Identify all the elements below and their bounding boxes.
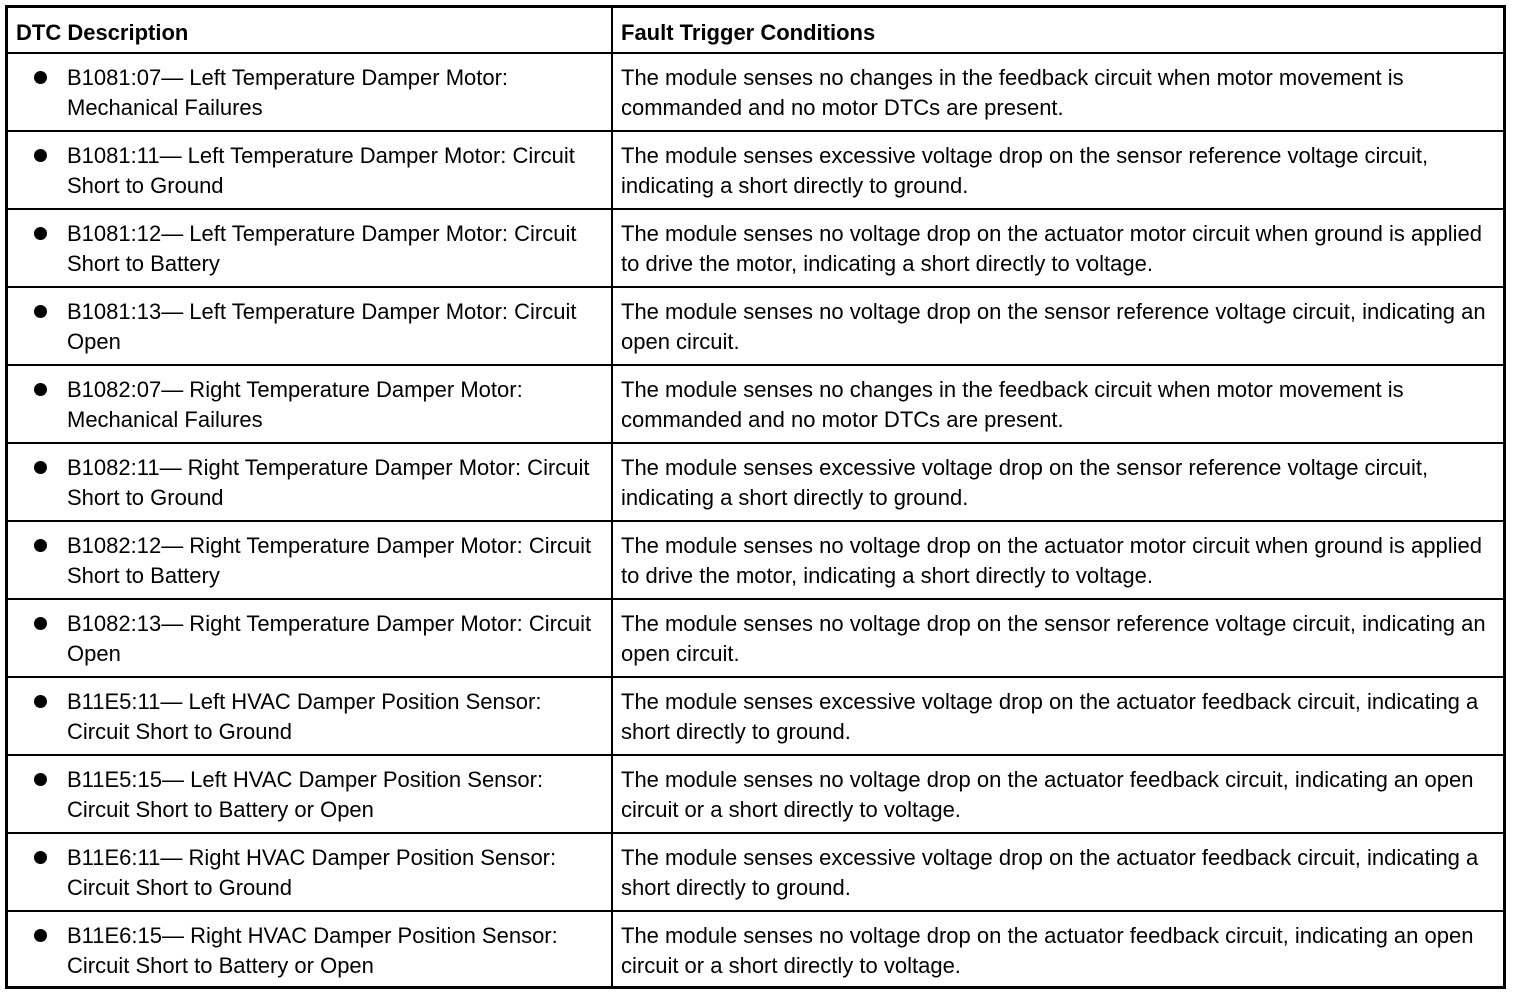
table-row [8, 365, 1503, 443]
fault-condition-cell: The module senses no voltage drop on the actuator feedback circuit, indicating an open circuit or a short directly to voltage. [612, 755, 1503, 833]
dtc-description-text: B11E5:11— Left HVAC Damper Position Sensor: Circuit Short to Ground [67, 689, 542, 744]
bullet-icon [34, 461, 47, 474]
column-header-fault-trigger-conditions: Fault Trigger Conditions [612, 8, 1503, 53]
dtc-description-text: B1082:12— Right Temperature Damper Motor: Circuit Short to Battery [67, 533, 592, 588]
dtc-description-cell [8, 287, 612, 365]
fault-condition-cell: The module senses excessive voltage drop on the actuator feedback circuit, indicating a short directly to ground. [612, 833, 1503, 911]
dtc-description-cell [8, 443, 612, 521]
table-row [8, 209, 1503, 287]
dtc-description-text: B1081:07— Left Temperature Damper Motor: Mechanical Failures [67, 65, 509, 120]
dtc-description-text: B11E6:11— Right HVAC Damper Position Sensor: Circuit Short to Ground [67, 845, 557, 900]
bullet-icon [34, 773, 47, 786]
table-row [8, 53, 1503, 131]
dtc-description-cell [8, 131, 612, 209]
dtc-description-cell [8, 677, 612, 755]
dtc-description-cell [8, 833, 612, 911]
fault-condition-cell: The module senses excessive voltage drop on the actuator feedback circuit, indicating a short directly to ground. [612, 677, 1503, 755]
dtc-description-text: B11E6:15— Right HVAC Damper Position Sensor: Circuit Short to Battery or Open [67, 923, 558, 978]
table-row [8, 599, 1503, 677]
table-body [8, 53, 1503, 989]
dtc-description-text: B1081:13— Left Temperature Damper Motor: Circuit Open [67, 299, 577, 354]
fault-condition-cell: The module senses excessive voltage drop on the sensor reference voltage circuit, indicating a short directly to ground. [612, 131, 1503, 209]
dtc-description-cell [8, 911, 612, 989]
dtc-description-cell [8, 521, 612, 599]
table-header-row [8, 8, 1503, 53]
bullet-icon [34, 149, 47, 162]
column-header-dtc-description: DTC Description [8, 8, 612, 53]
bullet-icon [34, 929, 47, 942]
table-row [8, 287, 1503, 365]
fault-condition-cell: The module senses no voltage drop on the sensor reference voltage circuit, indicating an open circuit. [612, 599, 1503, 677]
fault-condition-cell: The module senses no voltage drop on the actuator motor circuit when ground is applied to drive the motor, indicating a short directly to voltage. [612, 521, 1503, 599]
fault-condition-cell: The module senses no voltage drop on the sensor reference voltage circuit, indicating an open circuit. [612, 287, 1503, 365]
dtc-description-cell [8, 599, 612, 677]
bullet-icon [34, 539, 47, 552]
dtc-description-cell [8, 365, 612, 443]
table-row [8, 521, 1503, 599]
dtc-table [8, 8, 1503, 989]
fault-condition-cell: The module senses excessive voltage drop on the sensor reference voltage circuit, indicating a short directly to ground. [612, 443, 1503, 521]
table-row [8, 755, 1503, 833]
dtc-description-cell [8, 755, 612, 833]
table-row [8, 131, 1503, 209]
bullet-icon [34, 71, 47, 84]
dtc-table-container [5, 5, 1506, 989]
fault-condition-cell: The module senses no voltage drop on the actuator motor circuit when ground is applied to drive the motor, indicating a short directly to voltage. [612, 209, 1503, 287]
dtc-description-cell [8, 209, 612, 287]
fault-condition-cell: The module senses no voltage drop on the actuator feedback circuit, indicating an open circuit or a short directly to voltage. [612, 911, 1503, 989]
dtc-description-text: B1082:13— Right Temperature Damper Motor: Circuit Open [67, 611, 592, 666]
bullet-icon [34, 617, 47, 630]
table-row [8, 677, 1503, 755]
fault-condition-cell: The module senses no changes in the feedback circuit when motor movement is commanded and no motor DTCs are present. [612, 53, 1503, 131]
table-row [8, 911, 1503, 989]
bullet-icon [34, 305, 47, 318]
bullet-icon [34, 695, 47, 708]
dtc-description-text: B1081:11— Left Temperature Damper Motor: Circuit Short to Ground [67, 143, 575, 198]
dtc-description-text: B1081:12— Left Temperature Damper Motor: Circuit Short to Battery [67, 221, 577, 276]
dtc-description-text: B1082:11— Right Temperature Damper Motor: Circuit Short to Ground [67, 455, 590, 510]
bullet-icon [34, 851, 47, 864]
dtc-description-text: B11E5:15— Left HVAC Damper Position Sensor: Circuit Short to Battery or Open [67, 767, 544, 822]
dtc-description-cell [8, 53, 612, 131]
dtc-description-text: B1082:07— Right Temperature Damper Motor: Mechanical Failures [67, 377, 523, 432]
fault-condition-cell: The module senses no changes in the feedback circuit when motor movement is commanded and no motor DTCs are present. [612, 365, 1503, 443]
bullet-icon [34, 227, 47, 240]
bullet-icon [34, 383, 47, 396]
table-row [8, 443, 1503, 521]
table-row [8, 833, 1503, 911]
